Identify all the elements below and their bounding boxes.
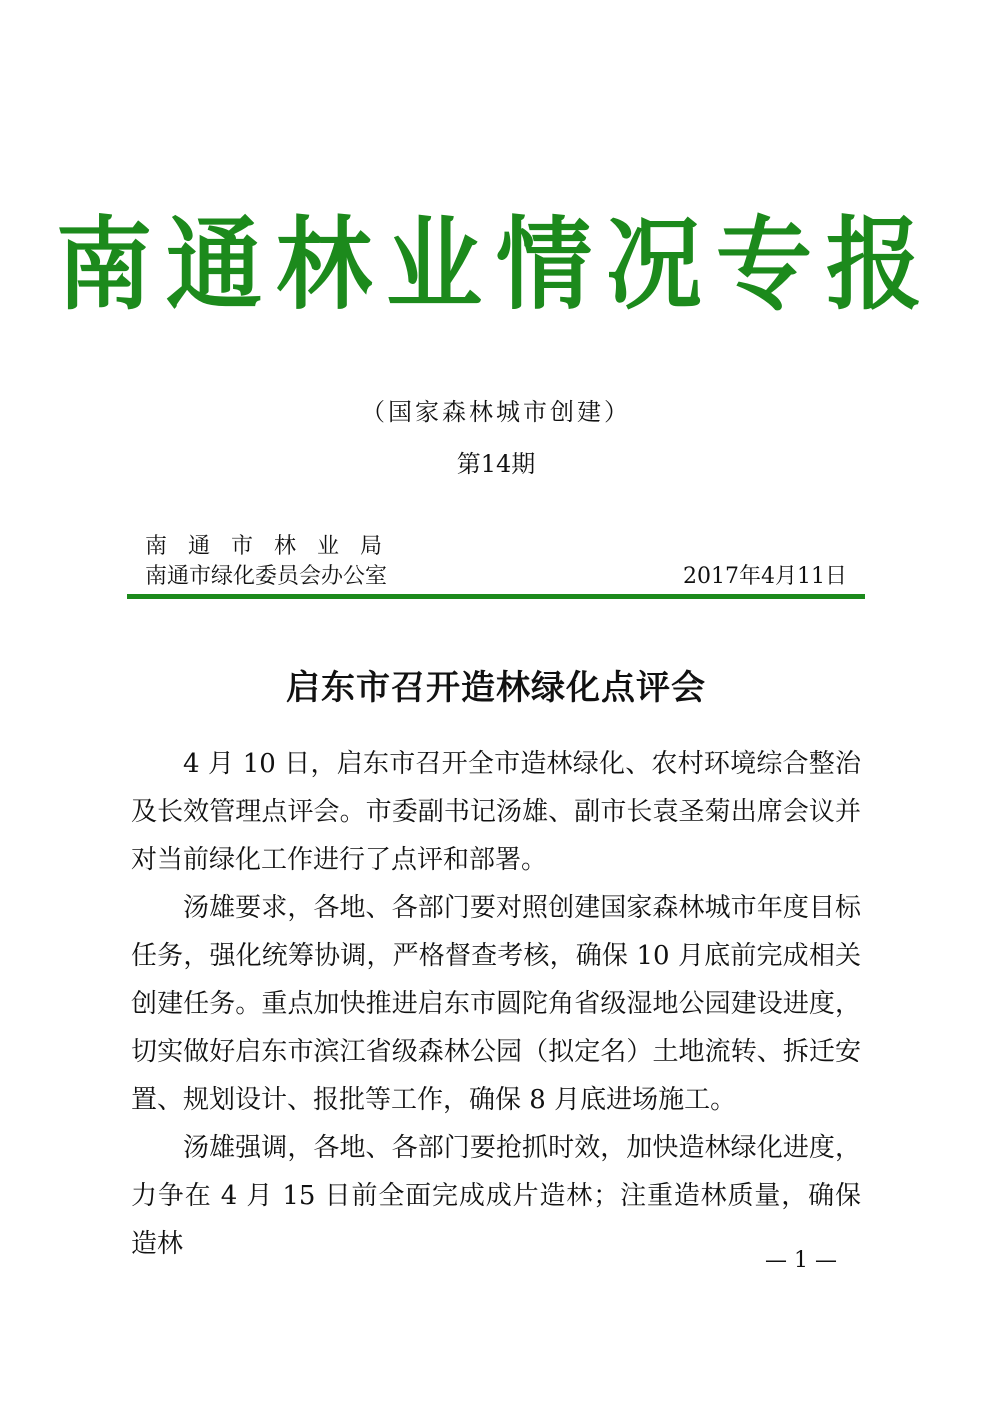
issuer-forestry-bureau: 南通市林业局	[145, 534, 404, 559]
header-divider-rule	[127, 594, 865, 599]
masthead-subtitle: （国家森林城市创建）	[361, 398, 631, 426]
page-number: — 1 —	[765, 1248, 837, 1273]
issue-number: 第14期	[456, 450, 536, 478]
article-body	[131, 740, 861, 1268]
article-paragraph: 汤雄要求，各地、各部门要对照创建国家森林城市年度目标任务，强化统筹协调，严格督查考核，确保 10 月底前完成相关创建任务。重点加快推进启东市圆陀角省级湿地公园建设进度，切实做好启东市滨江省级森林公园（拟定名）土地流转、拆迁安置、规划设计、报批等工作，确保 8 月底进场施工。	[131, 893, 861, 1115]
issue-date: 2017年4月11日	[683, 564, 847, 589]
article-paragraph: 4 月 10 日，启东市召开全市造林绿化、农村环境综合整治及长效管理点评会。市委副书记汤雄、副市长袁圣菊出席会议并对当前绿化工作进行了点评和部署。	[131, 749, 861, 875]
masthead-title: 南通林业情况专报	[56, 206, 936, 324]
issuer-greening-office: 南通市绿化委员会办公室	[145, 564, 388, 589]
article-headline: 启东市召开造林绿化点评会	[286, 668, 706, 708]
article-paragraph: 汤雄强调，各地、各部门要抢抓时效，加快造林绿化进度，力争在 4 月 15 日前全面完成成片造林；注重造林质量，确保造林	[131, 1133, 861, 1259]
